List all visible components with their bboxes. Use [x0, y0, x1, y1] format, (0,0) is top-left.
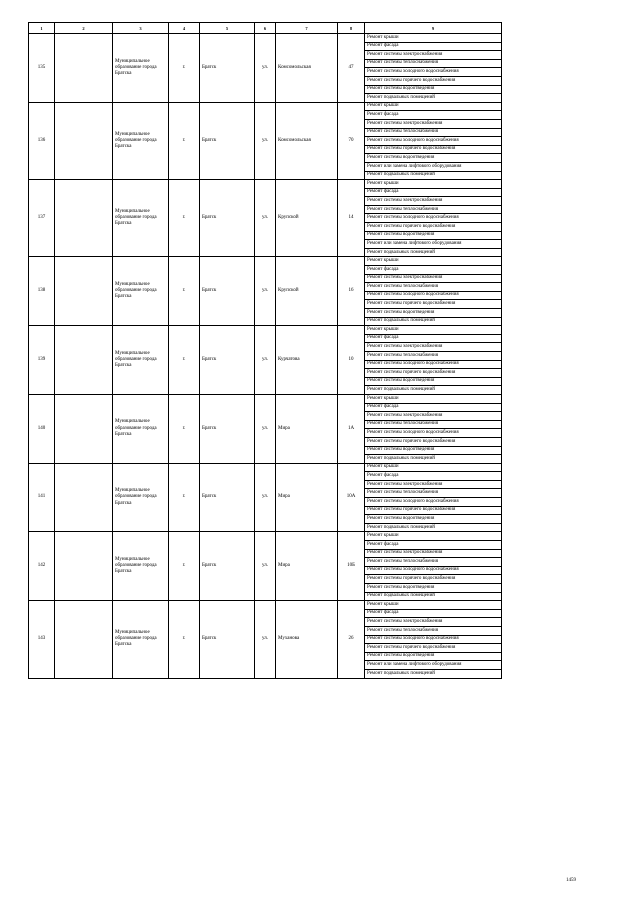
- work-type: Ремонт системы горячего водоснабжения: [365, 300, 502, 309]
- street-type: ул.: [255, 601, 276, 678]
- work-type: Ремонт фасада: [365, 266, 502, 275]
- street-type: ул.: [255, 102, 276, 179]
- work-type: Ремонт системы электроснабжения: [365, 549, 502, 558]
- work-type: Ремонт крыши: [365, 532, 502, 541]
- street-type: ул.: [255, 257, 276, 326]
- work-type: Ремонт крыши: [365, 257, 502, 266]
- street-name: Курчатова: [276, 326, 338, 395]
- municipality-name: Муниципальное образование города Братска: [113, 34, 169, 103]
- column-header: 7: [276, 23, 338, 34]
- house-number: 70: [338, 102, 365, 179]
- work-type: Ремонт системы теплоснабжения: [365, 626, 502, 635]
- work-type: Ремонт подвальных помещений: [365, 455, 502, 464]
- work-type: Ремонт системы электроснабжения: [365, 119, 502, 128]
- table-row: [29, 532, 502, 541]
- work-type: Ремонт системы горячего водоснабжения: [365, 644, 502, 653]
- column-header: 1: [29, 23, 55, 34]
- municipality-name: Муниципальное образование города Братска: [113, 257, 169, 326]
- settlement-type: г.: [169, 532, 200, 601]
- empty-cell: [55, 601, 113, 678]
- work-type: Ремонт системы теплоснабжения: [365, 351, 502, 360]
- street-name: Комсомольская: [276, 102, 338, 179]
- city-name: Братск: [200, 102, 255, 179]
- work-type: Ремонт подвальных помещений: [365, 94, 502, 103]
- work-type: Ремонт фасада: [365, 42, 502, 51]
- work-type: Ремонт фасада: [365, 188, 502, 197]
- work-type: Ремонт системы горячего водоснабжения: [365, 437, 502, 446]
- street-name: Мира: [276, 532, 338, 601]
- municipality-name: Муниципальное образование города Братска: [113, 180, 169, 257]
- settlement-type: г.: [169, 257, 200, 326]
- table-row: [29, 601, 502, 610]
- record-number: 135: [29, 34, 55, 103]
- empty-cell: [55, 394, 113, 463]
- work-type: Ремонт системы горячего водоснабжения: [365, 145, 502, 154]
- record-number: 140: [29, 394, 55, 463]
- record-number: 136: [29, 102, 55, 179]
- empty-cell: [55, 180, 113, 257]
- record-number: 137: [29, 180, 55, 257]
- house-number: 14: [338, 180, 365, 257]
- empty-cell: [55, 463, 113, 532]
- table-row: [29, 102, 502, 111]
- work-type: Ремонт системы водоотведения: [365, 85, 502, 94]
- work-type: Ремонт системы электроснабжения: [365, 51, 502, 60]
- empty-cell: [55, 532, 113, 601]
- street-name: Крупской: [276, 180, 338, 257]
- street-type: ул.: [255, 326, 276, 395]
- house-number: 10А: [338, 463, 365, 532]
- settlement-type: г.: [169, 34, 200, 103]
- settlement-type: г.: [169, 326, 200, 395]
- city-name: Братск: [200, 532, 255, 601]
- street-type: ул.: [255, 180, 276, 257]
- work-type: Ремонт системы водоотведения: [365, 309, 502, 318]
- work-type: Ремонт или замена лифтового оборудования: [365, 240, 502, 249]
- work-type: Ремонт системы горячего водоснабжения: [365, 506, 502, 515]
- column-header: 8: [338, 23, 365, 34]
- street-type: ул.: [255, 463, 276, 532]
- work-type: Ремонт системы холодного водоснабжения: [365, 566, 502, 575]
- work-type: Ремонт системы электроснабжения: [365, 197, 502, 206]
- work-type: Ремонт системы холодного водоснабжения: [365, 214, 502, 223]
- house-number: 10: [338, 326, 365, 395]
- work-type: Ремонт системы электроснабжения: [365, 412, 502, 421]
- work-type: Ремонт системы теплоснабжения: [365, 59, 502, 68]
- work-type: Ремонт системы горячего водоснабжения: [365, 76, 502, 85]
- street-name: Мира: [276, 394, 338, 463]
- work-type: Ремонт системы теплоснабжения: [365, 205, 502, 214]
- city-name: Братск: [200, 180, 255, 257]
- work-type: Ремонт или замена лифтового оборудования: [365, 661, 502, 670]
- street-name: Крупской: [276, 257, 338, 326]
- settlement-type: г.: [169, 463, 200, 532]
- work-type: Ремонт системы электроснабжения: [365, 343, 502, 352]
- street-name: Комсомольская: [276, 34, 338, 103]
- street-name: Мира: [276, 463, 338, 532]
- table-row: [29, 463, 502, 472]
- work-type: Ремонт фасада: [365, 541, 502, 550]
- work-type: Ремонт подвальных помещений: [365, 248, 502, 257]
- table-row: [29, 394, 502, 403]
- work-type: Ремонт системы электроснабжения: [365, 274, 502, 283]
- municipality-name: Муниципальное образование города Братска: [113, 394, 169, 463]
- work-type: Ремонт подвальных помещений: [365, 523, 502, 532]
- column-header: 5: [200, 23, 255, 34]
- street-name: Муханова: [276, 601, 338, 678]
- empty-cell: [55, 34, 113, 103]
- work-type: Ремонт системы горячего водоснабжения: [365, 575, 502, 584]
- work-type: Ремонт крыши: [365, 102, 502, 111]
- work-type: Ремонт системы электроснабжения: [365, 480, 502, 489]
- work-type: Ремонт системы водоотведения: [365, 446, 502, 455]
- work-type: Ремонт фасада: [365, 403, 502, 412]
- record-number: 143: [29, 601, 55, 678]
- municipality-name: Муниципальное образование города Братска: [113, 326, 169, 395]
- work-type: Ремонт крыши: [365, 326, 502, 335]
- work-type: Ремонт системы холодного водоснабжения: [365, 429, 502, 438]
- house-number: 16: [338, 257, 365, 326]
- empty-cell: [55, 102, 113, 179]
- record-number: 138: [29, 257, 55, 326]
- city-name: Братск: [200, 463, 255, 532]
- table-row: [29, 257, 502, 266]
- house-number: 1А: [338, 394, 365, 463]
- work-type: Ремонт системы горячего водоснабжения: [365, 223, 502, 232]
- record-number: 139: [29, 326, 55, 395]
- work-type: Ремонт фасада: [365, 472, 502, 481]
- settlement-type: г.: [169, 601, 200, 678]
- work-type: Ремонт подвальных помещений: [365, 317, 502, 326]
- work-type: Ремонт системы водоотведения: [365, 584, 502, 593]
- work-type: Ремонт крыши: [365, 394, 502, 403]
- work-type: Ремонт системы электроснабжения: [365, 618, 502, 627]
- record-number: 141: [29, 463, 55, 532]
- house-number: 10Б: [338, 532, 365, 601]
- city-name: Братск: [200, 326, 255, 395]
- work-type: Ремонт фасада: [365, 334, 502, 343]
- municipality-name: Муниципальное образование города Братска: [113, 463, 169, 532]
- work-type: Ремонт крыши: [365, 180, 502, 189]
- work-type: Ремонт системы холодного водоснабжения: [365, 635, 502, 644]
- work-type: Ремонт крыши: [365, 34, 502, 43]
- work-type: Ремонт крыши: [365, 463, 502, 472]
- settlement-type: г.: [169, 394, 200, 463]
- city-name: Братск: [200, 257, 255, 326]
- empty-cell: [55, 326, 113, 395]
- column-header: 2: [55, 23, 113, 34]
- work-type: Ремонт системы холодного водоснабжения: [365, 498, 502, 507]
- work-type: Ремонт системы водоотведения: [365, 377, 502, 386]
- street-type: ул.: [255, 394, 276, 463]
- municipality-name: Муниципальное образование города Братска: [113, 601, 169, 678]
- header-row: [29, 23, 502, 34]
- work-type: Ремонт подвальных помещений: [365, 592, 502, 601]
- column-header: 4: [169, 23, 200, 34]
- table-row: [29, 34, 502, 43]
- work-type: Ремонт системы горячего водоснабжения: [365, 369, 502, 378]
- street-type: ул.: [255, 34, 276, 103]
- city-name: Братск: [200, 394, 255, 463]
- work-type: Ремонт подвальных помещений: [365, 386, 502, 395]
- street-type: ул.: [255, 532, 276, 601]
- city-name: Братск: [200, 34, 255, 103]
- municipality-name: Муниципальное образование города Братска: [113, 532, 169, 601]
- empty-cell: [55, 257, 113, 326]
- work-type: Ремонт фасада: [365, 609, 502, 618]
- work-type: Ремонт системы теплоснабжения: [365, 128, 502, 137]
- work-type: Ремонт крыши: [365, 601, 502, 610]
- settlement-type: г.: [169, 102, 200, 179]
- work-type: Ремонт системы теплоснабжения: [365, 283, 502, 292]
- house-number: 26: [338, 601, 365, 678]
- work-type: Ремонт системы водоотведения: [365, 231, 502, 240]
- municipality-name: Муниципальное образование города Братска: [113, 102, 169, 179]
- work-type: Ремонт или замена лифтового оборудования: [365, 162, 502, 171]
- house-number: 47: [338, 34, 365, 103]
- capital-repair-table: [28, 22, 502, 679]
- settlement-type: г.: [169, 180, 200, 257]
- column-header: 6: [255, 23, 276, 34]
- table-body: [29, 34, 502, 679]
- column-header: 3: [113, 23, 169, 34]
- record-number: 142: [29, 532, 55, 601]
- table-row: [29, 326, 502, 335]
- table-row: [29, 180, 502, 189]
- work-type: Ремонт системы холодного водоснабжения: [365, 360, 502, 369]
- work-type: Ремонт подвальных помещений: [365, 171, 502, 180]
- city-name: Братск: [200, 601, 255, 678]
- work-type: Ремонт системы водоотведения: [365, 652, 502, 661]
- work-type: Ремонт системы холодного водоснабжения: [365, 137, 502, 146]
- column-header: 9: [365, 23, 502, 34]
- work-type: Ремонт системы водоотведения: [365, 154, 502, 163]
- page-number: 1459: [566, 878, 576, 883]
- work-type: Ремонт системы холодного водоснабжения: [365, 68, 502, 77]
- work-type: Ремонт системы теплоснабжения: [365, 489, 502, 498]
- work-type: Ремонт фасада: [365, 111, 502, 120]
- work-type: Ремонт системы теплоснабжения: [365, 558, 502, 567]
- work-type: Ремонт системы холодного водоснабжения: [365, 291, 502, 300]
- work-type: Ремонт системы водоотведения: [365, 515, 502, 524]
- work-type: Ремонт подвальных помещений: [365, 669, 502, 678]
- work-type: Ремонт системы теплоснабжения: [365, 420, 502, 429]
